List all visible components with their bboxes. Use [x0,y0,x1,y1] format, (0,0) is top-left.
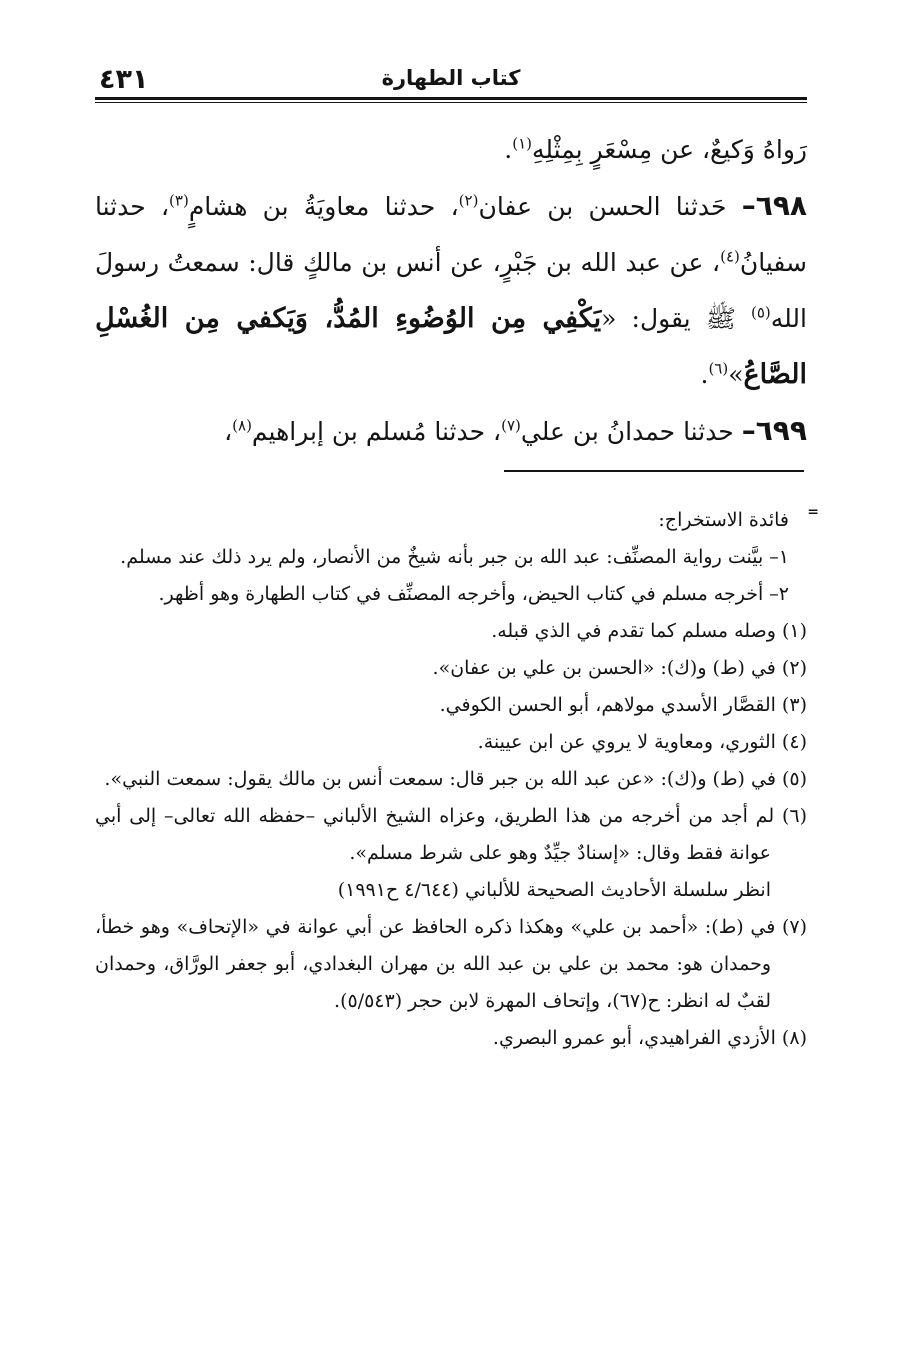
footnote-1: (١) وصله مسلم كما تقدم في الذي قبله. [491,620,807,642]
hadith-number: ٦٩٩– [741,414,807,447]
footnote-ref: (٧) [501,416,521,435]
main-text [95,122,807,460]
footnote-ref: (٣) [169,191,189,210]
footnote-ref: (٥) [750,303,771,322]
footnote-5: (٥) في (ط) و(ك): «عن عبد الله بن جبر قال: سمعت أنس بن مالك يقول: سمعت النبي». [104,768,807,790]
hadith-number: ٦٩٨– [741,189,808,222]
footnotes [95,502,819,1057]
narration-line: رَواهُ وَكيعٌ، عن مِسْعَرٍ بِمِثْلِهِ$^{(١)}$. [504,134,807,164]
page-number: ٤٣١ [99,64,149,95]
footnote-6-continuation: انظر سلسلة الأحاديث الصحيحة للألباني (٤/٦٤٤ ح١٩٩١) [337,879,771,901]
footnote-7: (٧) في (ط): «أحمد بن علي» وهكذا ذكره الحافظ عن أبي عوانة في «الإتحاف» وهو خطأ، وحمدان هو: محمد بن علي بن عبد الله بن مهران البغدادي، أبو جعفر الورَّاق، وحمدان لقبٌ له انظر: ح(٦٧)، وإتحاف المهرة لابن حجر (٥/٥٤٣). [95,916,807,1012]
footnote-ref: (١) [512,134,532,153]
footnote-ref: (٤) [720,247,740,266]
page-header [95,58,807,104]
continuation-mark: = [807,504,819,520]
hadith-quote: يَكْفِي مِن الوُضُوءِ المُدُّ، وَيَكفي مِن الغُسْلِ الصَّاعُ [95,303,807,390]
footnote-ref: (٦) [708,359,729,378]
hadith-699: ٦٩٩– حدثنا حمدانُ بن علي$^{(٧)}$، حدثنا مُسلم بن إبراهيم$^{(٨)}$، [224,414,807,447]
footnote-separator [504,470,804,472]
footnote-4: (٤) الثوري، ومعاوية لا يروي عن ابن عيينة. [477,731,807,753]
hadith-698: ٦٩٨– حَدثنا الحسن بن عفان$^{(٢)}$، حدثنا معاويَةُ بن هشامٍ$^{(٣)}$، حدثنا سفيانُ$^{(٤)}$، عن عبد الله بن جَبْرٍ، عن أنس بن مالكٍ قال: سمعتُ رسولَ الله$^{(٥)}$ ﷺ يقول: «يَكْفِي مِن الوُضُوءِ المُدُّ، وَيَكفي مِن الغُسْلِ الصَّاعُ»$^{(٦)}$. [95,189,808,390]
footnote-2: (٢) في (ط) و(ك): «الحسن بن علي بن عفان». [432,657,807,679]
running-title: كتاب الطهارة [381,66,521,90]
footnote-8: (٨) الأزدي الفراهيدي، أبو عمرو البصري. [492,1027,807,1049]
benefit-title: فائدة الاستخراج: [658,509,789,531]
footnote-3: (٣) القصَّار الأسدي مولاهم، أبو الحسن الكوفي. [439,694,807,716]
header-rule [95,97,807,103]
benefit-item-1: ١– بيَّنت رواية المصنِّف: عبد الله بن جبر بأنه شيخٌ من الأنصار، ولم يرد ذلك عند مسلم. [120,546,789,568]
footnote-6: (٦) لم أجد من أخرجه من هذا الطريق، وعزاه الشيخ الألباني –حفظه الله تعالى– إلى أبي عوانة فقط وقال: «إسنادٌ جيِّدٌ وهو على شرط مسلم». [95,805,807,864]
footnote-ref: (٨) [232,416,252,435]
footnote-ref: (٢) [458,191,479,210]
benefit-item-2: ٢– أخرجه مسلم في كتاب الحيض، وأخرجه المصنِّف في كتاب الطهارة وهو أظهر. [158,583,789,605]
